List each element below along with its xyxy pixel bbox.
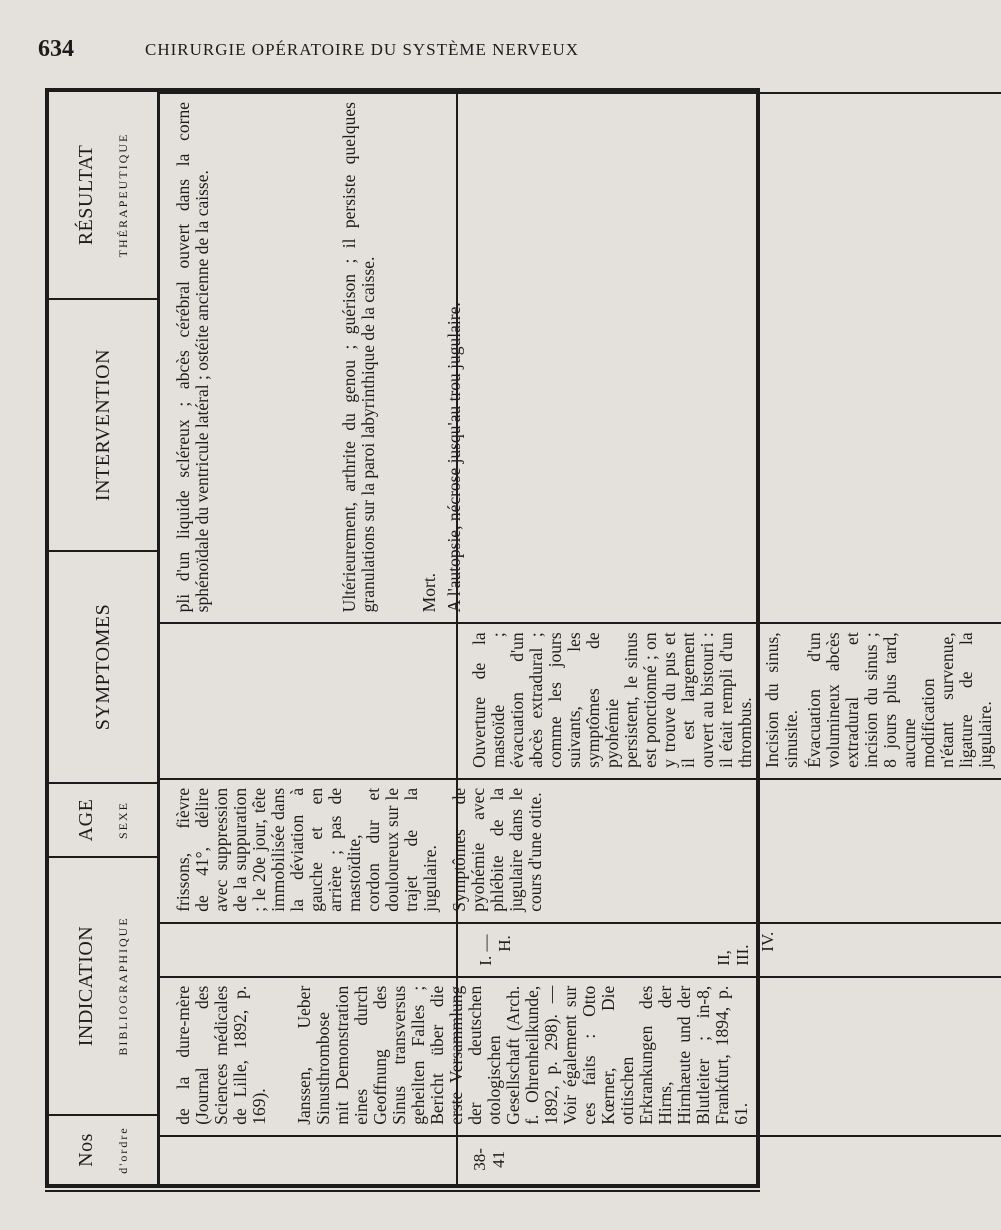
header-indication [49, 856, 157, 1114]
intervention-case-iv: Évacuation d'un volumineux abcès extradural et incision du sinus ; 8 jours plus tard, aucune modification n'étant survenue, ligature de la jugulaire. [804, 632, 995, 768]
age-case-i: I. — [476, 934, 495, 966]
resultat-continued: pli d'un liquide scléreux ; abcès cérébral ouvert dans la corne sphénoïdale du ventricule latéral ; ostéite ancienne de la caisse. [173, 102, 212, 613]
page-number: 634 [38, 36, 74, 62]
body-num-column [160, 1135, 1001, 1184]
header-resultat [49, 92, 157, 298]
rotated-table [49, 92, 995, 1184]
symptomes-entry: Symptômes de pyohémie avec phlébite de la jugulaire dans le cours d'une otite. [449, 787, 545, 912]
entry-number: 38-41 [470, 1148, 508, 1171]
spacer [174, 632, 470, 768]
header-intervention [49, 298, 157, 550]
header-intervention-main: INTERVENTION [91, 348, 114, 502]
bottom-rule [45, 1190, 760, 1192]
header-resultat-main: RÉSULTAT [75, 144, 97, 246]
intervention-case-i: Ouverture de la mastoïde ; évacuation d'un abcès extradural ; comme les jours suivants, les symptômes de pyohémie persistent, le sinus est ponctionné ; on y trouve du pus et il est largement ouvert au bistouri : il était rempli d'un thrombus. [469, 632, 755, 768]
running-head: CHIRURGIE OPÉRATOIRE DU SYSTÈME NERVEUX [145, 40, 580, 59]
header-num [49, 1114, 157, 1184]
header-age-main: AGE [75, 798, 97, 842]
header-indication-main: INDICATION [75, 925, 97, 1047]
header-symptomes [49, 550, 157, 782]
header-age-sub: SEXE [116, 801, 130, 839]
resultat-case-ii-iii: Mort. [419, 572, 439, 613]
symptomes-continued: frissons, fièvre de 41°, délire avec suppression de la suppuration ; le 20e jour, tête immobilisée dans la déviation à gauche et en arrière ; pas de mastoïdite, cordon dur et douloureux sur le trajet de la jugulaire. [173, 787, 440, 912]
header-resultat-sub: THÉRAPEUTIQUE [116, 132, 130, 258]
table-header-row [49, 92, 160, 1184]
table-body [160, 92, 1001, 1184]
body-resultat-column [160, 92, 1001, 622]
body-indication-column [160, 976, 1001, 1135]
spacer [174, 1145, 470, 1174]
body-intervention-column [160, 622, 1001, 778]
age-case-iv: IV. [758, 931, 777, 952]
intervention-case-ii-iii: Incision du sinus, sinusite. [762, 632, 801, 768]
header-indication-sub: BIBLIOGRAPHIQUE [116, 916, 130, 1056]
body-symptomes-column [160, 778, 1001, 922]
indication-entry: Janssen, Ueber Sinusthrombose mit Demonstration eines durch Geoffnung des Sinus transversus geheilten Falles ; Bericht über die erste Versammlung der deutschen otologischen Gesellschaft (Arch. f. Ohrenheilkunde, 1892, p. 298). — Voir également sur ces faits : Otto Kœrner, Die otitischen Erkrankungen des Hirns, der Hirnhæute und der Blutleiter ; in-8, Frankfurt, 1894, p. 61. [294, 985, 751, 1125]
indication-continued: de la dure-mère (Journal des Sciences médicales de Lille, 1892, p. 169). [173, 985, 269, 1125]
body-age-column [160, 922, 1001, 976]
case-table [45, 88, 995, 1188]
age-case-ii-iii: II, III. [714, 944, 752, 966]
row-divider [456, 92, 458, 1184]
header-age [49, 782, 157, 856]
header-num-sub: d'ordre [116, 1126, 130, 1174]
resultat-case-i: Ultérieurement, arthrite du genou ; guérison ; il persiste quelques granulations sur la paroi labyrinthique de la caisse. [339, 102, 378, 613]
age-case-i-sex: H. [495, 935, 514, 952]
spacer [174, 932, 470, 966]
header-symptomes-main: SYMPTOMES [91, 603, 114, 731]
resultat-case-iv: A l'autopsie, nécrose jusqu'au trou jugulaire. [444, 302, 464, 613]
header-num-main: Nos [75, 1133, 97, 1167]
